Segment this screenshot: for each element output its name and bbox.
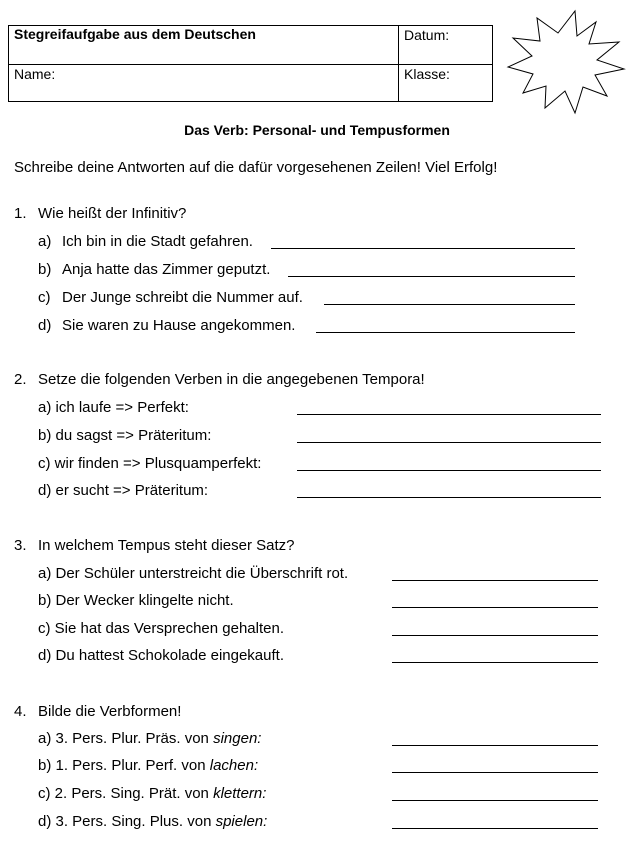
header-title: Stegreifaufgabe aus dem Deutschen (14, 26, 256, 42)
question-1 (14, 205, 186, 222)
answer-line[interactable] (392, 772, 598, 773)
q4-item-b: b) 1. Pers. Plur. Perf. von lachen: (38, 757, 259, 774)
date-label: Datum: (404, 27, 450, 43)
answer-line[interactable] (392, 745, 598, 746)
question-4 (14, 703, 181, 720)
grade-star-icon (503, 8, 627, 120)
question-number: 4. (14, 703, 27, 720)
q1-item-b: b) Anja hatte das Zimmer geputzt. (38, 261, 271, 278)
instructions: Schreibe deine Antworten auf die dafür vorgesehenen Zeilen! Viel Erfolg! (14, 159, 498, 176)
q3-item-c: c) Sie hat das Versprechen gehalten. (38, 620, 284, 637)
answer-line[interactable] (324, 304, 575, 305)
q1-item-a: a) Ich bin in die Stadt gefahren. (38, 233, 253, 250)
q1-item-d: d) Sie waren zu Hause angekommen. (38, 317, 296, 334)
q1-item-c: c) Der Junge schreibt die Nummer auf. (38, 289, 303, 306)
question-prompt: Bilde die Verbformen! (38, 703, 182, 720)
header-table (8, 25, 493, 102)
question-number: 2. (14, 371, 27, 388)
question-prompt: Wie heißt der Infinitiv? (38, 205, 187, 222)
answer-line[interactable] (392, 828, 598, 829)
answer-line[interactable] (297, 497, 601, 498)
q3-item-d: d) Du hattest Schokolade eingekauft. (38, 647, 284, 664)
q2-item-a: a) ich laufe => Perfekt: (38, 399, 189, 416)
answer-line[interactable] (392, 635, 598, 636)
answer-line[interactable] (271, 248, 575, 249)
answer-line[interactable] (316, 332, 575, 333)
q2-item-b: b) du sagst => Präteritum: (38, 427, 212, 444)
q2-item-d: d) er sucht => Präteritum: (38, 482, 209, 499)
class-label: Klasse: (404, 66, 450, 82)
question-prompt: Setze die folgenden Verben in die angegebenen Tempora! (38, 371, 425, 388)
q4-item-d: d) 3. Pers. Sing. Plus. von spielen: (38, 813, 268, 830)
q3-item-b: b) Der Wecker klingelte nicht. (38, 592, 234, 609)
question-number: 1. (14, 205, 27, 222)
answer-line[interactable] (288, 276, 575, 277)
question-3 (14, 537, 295, 554)
q4-item-c: c) 2. Pers. Sing. Prät. von klettern: (38, 785, 267, 802)
answer-line[interactable] (297, 414, 601, 415)
worksheet-title: Das Verb: Personal- und Tempusformen (184, 122, 450, 138)
header-divider-horizontal (9, 64, 492, 65)
answer-line[interactable] (392, 800, 598, 801)
name-label: Name: (14, 66, 56, 82)
answer-line[interactable] (392, 662, 598, 663)
q4-item-a: a) 3. Pers. Plur. Präs. von singen: (38, 730, 262, 747)
q3-item-a: a) Der Schüler unterstreicht die Überschrift rot. (38, 565, 349, 582)
q2-item-c: c) wir finden => Plusquamperfekt: (38, 455, 262, 472)
answer-line[interactable] (392, 607, 598, 608)
question-number: 3. (14, 537, 27, 554)
answer-line[interactable] (297, 470, 601, 471)
question-prompt: In welchem Tempus steht dieser Satz? (38, 537, 295, 554)
answer-line[interactable] (392, 580, 598, 581)
question-2 (14, 371, 425, 388)
answer-line[interactable] (297, 442, 601, 443)
